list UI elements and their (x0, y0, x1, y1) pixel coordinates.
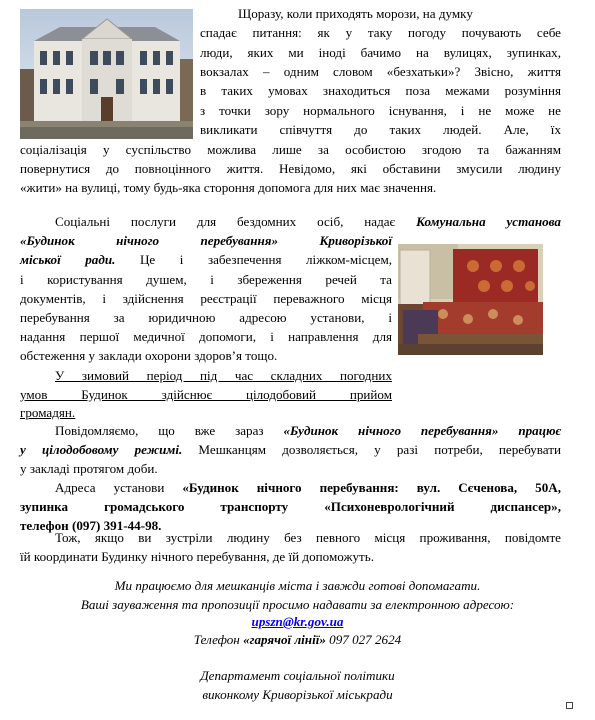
services-line-2: «Будинок нічного перебування» Криворізької (20, 233, 392, 248)
services-line-4: і користування душем, і збереження речей та (20, 272, 392, 287)
institution-name-3: міської ради. (20, 252, 116, 267)
address-line-1 (55, 478, 561, 497)
notice-bold-1: «Будинок нічного перебування» працює (283, 423, 561, 438)
winter-text-1: У зимовий період під час складних погодних (55, 368, 392, 383)
intro-line-3: люди, яких ми іноді бачимо на вулицях, зупинках, (200, 45, 561, 60)
address-line-2: зупинка громадського транспорту «Психоневрологічний диспансер», (20, 499, 561, 514)
intro-line-9: повернутися до повноцінного життя. Невідомо, які обставини змусили людину (20, 161, 561, 176)
address-line-3: телефон (097) 391-44-98. (20, 518, 162, 533)
page-corner-marker (566, 702, 573, 709)
services-line-3 (20, 250, 392, 269)
address-bold-1: «Будинок нічного перебування: вул. Сєченова, 50А, (182, 480, 561, 495)
winter-line-3 (20, 403, 392, 422)
footer-line-1: Ми працюємо для мешканців міста і завжди готові допомагати. (114, 578, 481, 593)
notice-text-2: Мешканцям дозволяється, у разі потреби, перебувати (198, 442, 562, 457)
closing-line-2: їй координати Будинку нічного перебування, де їй допоможуть. (20, 549, 375, 564)
institution-name-1: Комунальна установа (416, 214, 561, 229)
notice-bold-2: у цілодобовому режимі. (20, 442, 183, 457)
intro-line-2: спадає питання: як у таку погоду почувають себе (200, 25, 561, 40)
intro-line-7: викликати співчуття до таких людей. Але, їх (200, 122, 561, 137)
intro-line-10: «жити» на вулиці, тому будь-яка стороння допомога для них має значення. (20, 180, 437, 195)
notice-line-3: у закладі протягом доби. (20, 461, 158, 476)
email-link[interactable]: upszn@kr.gov.ua (251, 614, 344, 629)
phone-number: 097 027 2624 (325, 632, 402, 647)
footer-phone-line (0, 630, 595, 649)
notice-line-2 (20, 440, 561, 459)
intro-line-5: в таких умовах знаходиться поза межами розуміння (200, 83, 561, 98)
notice-text-1: Повідомляємо, що вже зараз (55, 423, 264, 438)
department-line-2: виконкому Криворізької міськради (202, 687, 393, 702)
winter-line-2 (20, 385, 392, 404)
intro-line-4: вокзалах – одним словом «безхатьки»? Звісно, життя (200, 64, 561, 79)
intro-line-1: Щоразу, коли приходять морози, на думку (238, 6, 473, 21)
winter-text-3: громадян. (20, 405, 76, 420)
services-line-8: обстеження у заклади охорони здоров’я тощо. (20, 348, 278, 363)
address-label: Адреса установи (55, 480, 165, 495)
intro-line-8: соціалізація у суспільство можлива лише за особистою згодою та бажанням (20, 142, 561, 157)
phone-prefix: Телефон (193, 632, 244, 647)
building-photo (20, 9, 193, 139)
services-line-5: документів, і здійснення реєстрації переважного місця (20, 291, 392, 306)
services-text-3: Це і забезпечення ліжком-місцем, (139, 252, 392, 267)
notice-line-1 (55, 421, 561, 440)
services-text-1: Соціальні послуги для бездомних осіб, надає (55, 214, 396, 229)
hotline-label: «гарячої лінії» (243, 632, 326, 647)
services-line-7: надання першої медичної допомоги, і направлення для (20, 329, 392, 344)
services-line-6: перебування за юридичною адресою установи, і (20, 310, 392, 325)
winter-line-1 (55, 366, 392, 385)
intro-line-6: з точки зору нормального існування, і не може не (200, 103, 561, 118)
room-photo (398, 244, 543, 355)
department-line-1: Департамент соціальної політики (200, 668, 395, 683)
winter-text-2: умов Будинок здійснює цілодобовий прийом (20, 387, 392, 402)
services-line-1 (55, 212, 561, 231)
closing-line-1: Тож, якщо ви зустріли людину без певного місця проживання, повідомте (55, 530, 561, 545)
footer-line-2: Ваші зауваження та пропозиції просимо надавати за електронною адресою: (80, 597, 515, 612)
footer-email-line (0, 612, 595, 631)
